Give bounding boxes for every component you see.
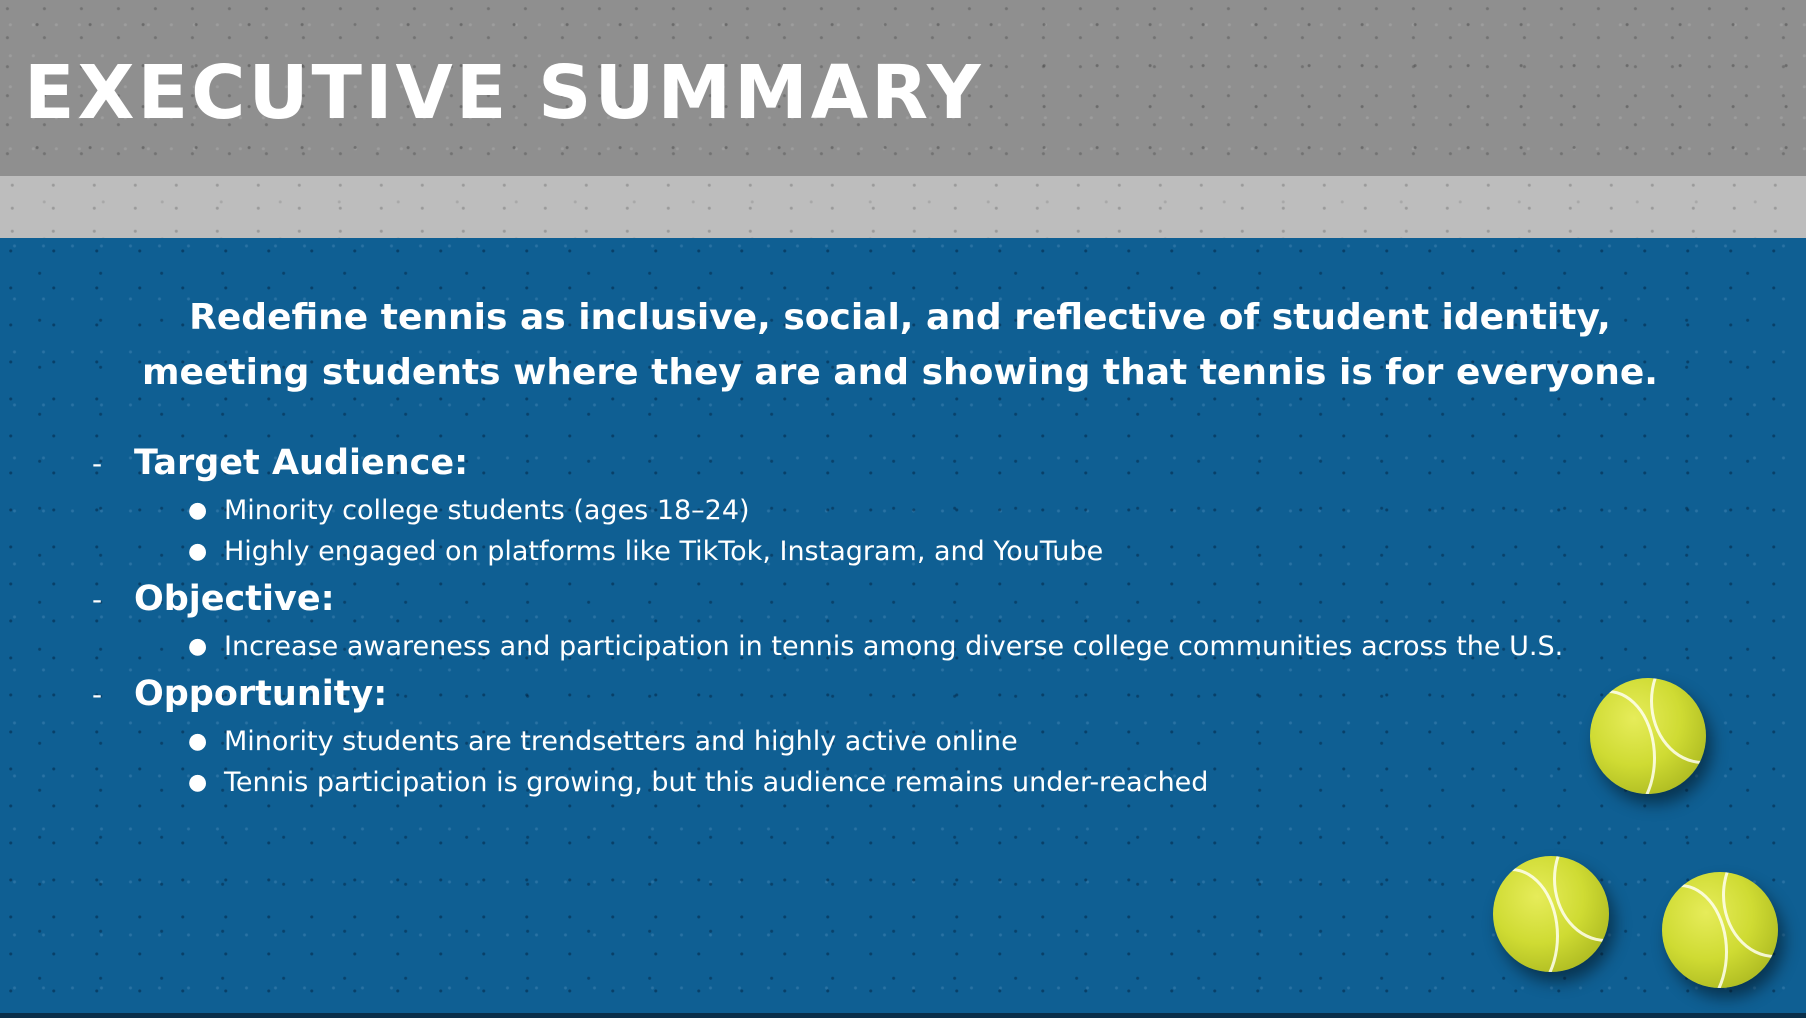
bullet-icon: ● [188,498,208,523]
list-item [188,762,1712,803]
list-item [188,490,1712,531]
bullet-icon: ● [188,539,208,564]
intro-line-1: Redefine tennis as inclusive, social, and reflective of student identity, [189,297,1611,338]
bullet-icon: ● [188,634,208,659]
tennis-ball-icon [1590,678,1706,794]
list-item [188,721,1712,762]
bullet-list [92,721,1712,803]
bottom-edge [0,1013,1806,1018]
section-objective [92,572,1712,667]
section-heading: Objective: [134,579,335,619]
list-item-text: Tennis participation is growing, but this audience remains under-reached [224,767,1209,798]
section-heading: Opportunity: [134,674,388,714]
intro-statement [80,290,1720,400]
list-item [188,531,1712,572]
bullet-icon: ● [188,770,208,795]
section-heading: Target Audience: [134,443,469,483]
bullet-list [92,626,1712,667]
section-opportunity [92,667,1712,803]
list-item [188,626,1712,667]
summary-sections [92,436,1712,803]
dash-marker: - [92,446,103,480]
section-header [92,572,1712,626]
dash-marker: - [92,677,103,711]
list-item-text: Minority college students (ages 18–24) [224,495,750,526]
section-header [92,667,1712,721]
dash-marker: - [92,582,103,616]
list-item-text: Highly engaged on platforms like TikTok, Instagram, and YouTube [224,536,1104,567]
list-item-text: Minority students are trendsetters and highly active online [224,726,1018,757]
intro-line-2: meeting students where they are and showing that tennis is for everyone. [142,352,1658,393]
tennis-ball-icon [1493,856,1609,972]
court-line [0,176,1806,238]
list-item-text: Increase awareness and participation in tennis among diverse college communities across the U.S. [224,631,1564,662]
bullet-list [92,490,1712,572]
section-header [92,436,1712,490]
slide-title: EXECUTIVE SUMMARY [24,50,984,136]
tennis-ball-icon [1662,872,1778,988]
bullet-icon: ● [188,729,208,754]
section-target-audience [92,436,1712,572]
